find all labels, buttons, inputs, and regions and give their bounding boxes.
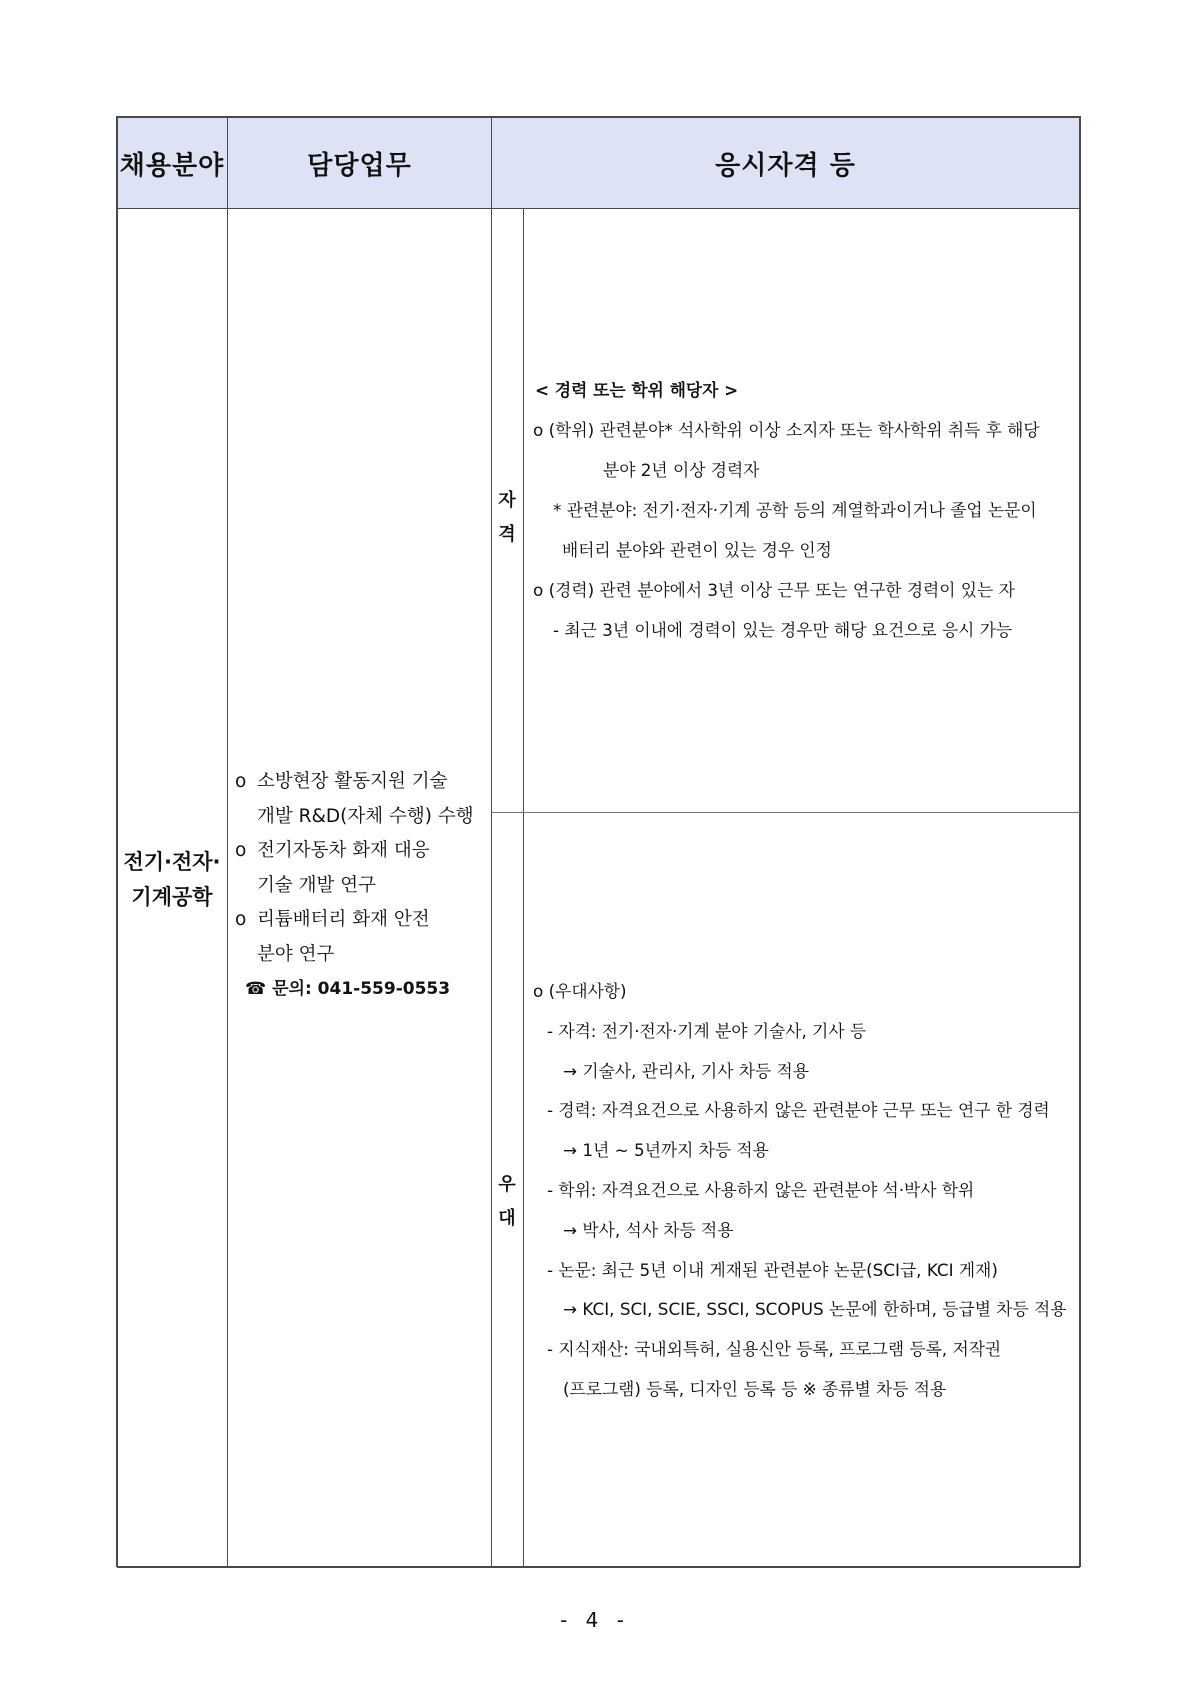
- header-qualifications: 응시자격 등: [715, 150, 856, 181]
- preference-line: - 학위: 자격요건으로 사용하지 않은 관련분야 석·박사 학위: [547, 1179, 975, 1200]
- header-field: 채용분야: [119, 150, 225, 181]
- page-number: - 4 -: [560, 1608, 630, 1632]
- table-border-right: [1079, 116, 1081, 1567]
- header-duties: 담당업무: [307, 150, 412, 181]
- qualification-line: - 최근 3년 이내에 경력이 있는 경우만 해당 요건으로 응시 가능: [553, 620, 1013, 640]
- preference-line: o (우대사항): [533, 981, 627, 1001]
- preference-line: → 기술사, 관리사, 기사 차등 적용: [563, 1060, 809, 1081]
- list-item: [235, 765, 495, 834]
- side-char: 자: [498, 490, 516, 511]
- preference-content: [533, 972, 1078, 1410]
- table-border-bottom: [117, 1566, 1080, 1568]
- bullet: o: [235, 909, 247, 930]
- preference-line: → KCI, SCI, SCIE, SSCI, SCOPUS 논문에 한하며, 등급별 차등 적용: [563, 1299, 1067, 1320]
- preference-side-label: [491, 1168, 523, 1236]
- preference-line: → 1년 ~ 5년까지 차등 적용: [563, 1140, 769, 1161]
- qualification-line: 분야 2년 이상 경력자: [603, 460, 760, 480]
- bullet: o: [235, 771, 247, 792]
- side-char: 격: [498, 524, 516, 545]
- qualification-side-label: [491, 484, 523, 552]
- preference-line: - 경력: 자격요건으로 사용하지 않은 관련분야 근무 또는 연구 한 경력: [547, 1100, 1050, 1121]
- recruitment-field: [117, 845, 227, 915]
- qualification-heading: < 경력 또는 학위 해당자 >: [535, 380, 739, 400]
- phone-text: 문의: 041-559-0553: [272, 979, 451, 999]
- column-divider-1: [227, 117, 228, 1567]
- duty-text: 리튬배터리 화재 안전 분야 연구: [257, 909, 430, 965]
- field-line-2: 기계공학: [131, 885, 213, 909]
- qualification-line: o (경력) 관련 분야에서 3년 이상 근무 또는 연구한 경력이 있는 자: [533, 580, 1015, 600]
- qualification-line: o (학위) 관련분야* 석사학위 이상 소지자 또는 학사학위 취득 후 해당: [533, 420, 1040, 440]
- preference-line: - 논문: 최근 5년 이내 게재된 관련분야 논문(SCI급, KCI 게재): [547, 1259, 998, 1280]
- list-item: [235, 903, 495, 972]
- duties-list: [235, 765, 495, 1007]
- field-line-1: 전기·전자·: [123, 850, 221, 874]
- qualification-line: * 관련분야: 전기·전자·기계 공학 등의 계열학과이거나 졸업 논문이: [553, 500, 1037, 520]
- side-char: 대: [498, 1208, 516, 1229]
- preference-line: - 지식재산: 국내외특허, 실용신안 등록, 프로그램 등록, 저작권: [547, 1339, 1002, 1360]
- table-border-left: [116, 116, 118, 1567]
- list-item: [235, 834, 495, 903]
- preference-line: (프로그램) 등록, 디자인 등록 등 ※ 종류별 차등 적용: [563, 1378, 947, 1399]
- duty-text: 소방현장 활동지원 기술 개발 R&D(자체 수행) 수행: [257, 771, 474, 827]
- preference-line: → 박사, 석사 차등 적용: [563, 1219, 734, 1240]
- contact-phone: [245, 972, 495, 1007]
- bullet: o: [235, 840, 247, 861]
- preference-line: - 자격: 전기·전자·기계 분야 기술사, 기사 등: [547, 1020, 867, 1041]
- qualification-content: [533, 370, 1078, 650]
- duty-text: 전기자동차 화재 대응 기술 개발 연구: [257, 840, 430, 896]
- qualification-line: 배터리 분야와 관련이 있는 경우 인정: [562, 540, 832, 560]
- column-divider-3: [523, 209, 524, 1567]
- telephone-icon: ☎: [245, 979, 267, 999]
- side-char: 우: [498, 1174, 516, 1195]
- row-divider: [491, 812, 1080, 813]
